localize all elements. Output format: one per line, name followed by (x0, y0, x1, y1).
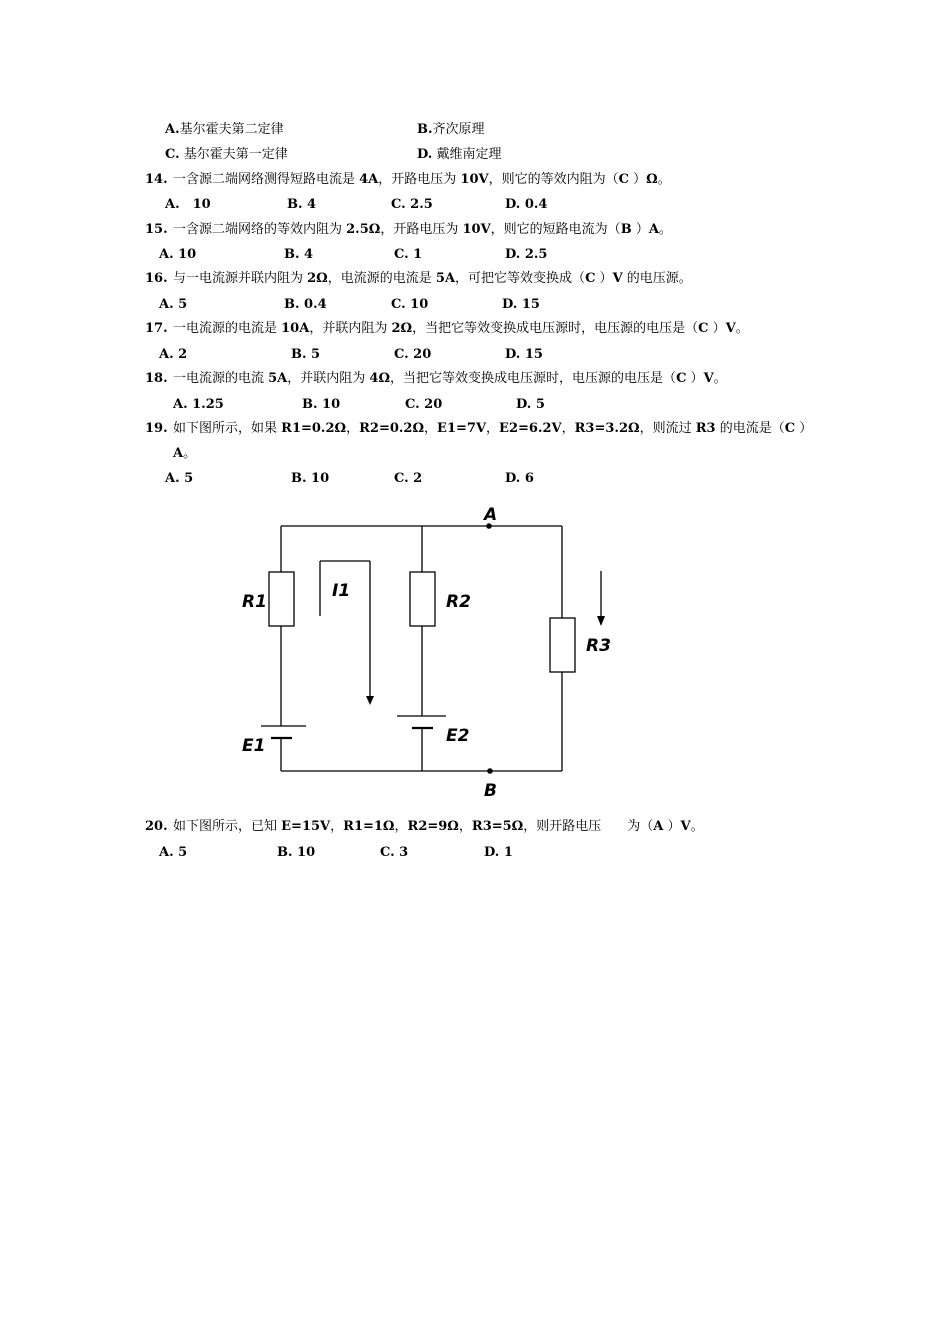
q16-option-b: B. 0.4 (284, 297, 327, 312)
label-r1: R1 (242, 592, 267, 612)
question-15-number: 15. (145, 222, 168, 237)
q18-option-c: C. 20 (405, 397, 443, 412)
question-19-text-cont: A。 (173, 446, 197, 461)
q20-option-b: B. 10 (277, 845, 316, 860)
circuit-diagram (230, 498, 630, 808)
question-20-number: 20. (145, 819, 168, 834)
q19-option-b: B. 10 (291, 471, 330, 486)
q18-option-d: D. 5 (516, 397, 545, 412)
question-17-number: 17. (145, 321, 168, 336)
q14-option-b: B. 4 (287, 197, 317, 212)
q18-option-a: A. 1.25 (173, 397, 224, 412)
option-b: B.齐次原理 (417, 122, 485, 137)
i1-arrow-head (366, 696, 374, 705)
q16-option-a: A. 5 (159, 297, 188, 312)
q19-option-d: D. 6 (505, 471, 534, 486)
label-a: A (484, 505, 498, 525)
q14-option-d: D. 0.4 (505, 197, 548, 212)
q19-option-c: C. 2 (394, 471, 423, 486)
question-17-text: 一电流源的电流是 10A，并联内阻为 2Ω，当把它等效变换成电压源时，电压源的电压是（C ）V。 (173, 321, 749, 336)
r3-arrow-head (597, 616, 605, 626)
q20-option-d: D. 1 (484, 845, 513, 860)
q20-option-a: A. 5 (159, 845, 188, 860)
q15-option-a: A. 10 (159, 247, 197, 262)
label-i1: I1 (332, 581, 351, 601)
question-20-text: 如下图所示，已知 E=15V，R1=1Ω，R2=9Ω，R3=5Ω，则开路电压 为（A ）V。 (173, 819, 704, 834)
question-15-text: 一含源二端网络的等效内阻为 2.5Ω，开路电压为 10V，则它的短路电流为（B ）A。 (173, 222, 672, 237)
resistor-r1 (269, 572, 294, 626)
q17-option-c: C. 20 (394, 347, 432, 362)
resistor-r2 (410, 572, 435, 626)
label-r2: R2 (446, 592, 471, 612)
question-18-text: 一电流源的电流 5A，并联内阻为 4Ω，当把它等效变换成电压源时，电压源的电压是（C ）V。 (173, 371, 727, 386)
option-c: C. 基尔霍夫第一定律 (165, 147, 288, 162)
question-19-number: 19. (145, 421, 168, 436)
q20-option-c: C. 3 (380, 845, 409, 860)
resistor-r3 (550, 618, 575, 672)
question-14-text: 一含源二端网络测得短路电流是 4A，开路电压为 10V，则它的等效内阻为（C ）Ω。 (173, 172, 671, 187)
label-e2: E2 (446, 726, 470, 746)
option-a: A.基尔霍夫第二定律 (165, 122, 284, 137)
q18-option-b: B. 10 (302, 397, 341, 412)
q16-option-d: D. 15 (502, 297, 540, 312)
q17-option-b: B. 5 (291, 347, 321, 362)
q17-option-a: A. 2 (159, 347, 188, 362)
question-14-number: 14. (145, 172, 168, 187)
question-18-number: 18. (145, 371, 168, 386)
q14-option-c: C. 2.5 (391, 197, 433, 212)
q15-option-d: D. 2.5 (505, 247, 548, 262)
node-b (487, 768, 493, 774)
question-19-text: 如下图所示，如果 R1=0.2Ω，R2=0.2Ω，E1=7V，E2=6.2V，R3=3.2Ω，则流过 R3 的电流是（C ） (173, 421, 813, 436)
q15-option-b: B. 4 (284, 247, 314, 262)
q16-option-c: C. 10 (391, 297, 429, 312)
option-d: D. 戴维南定理 (417, 147, 502, 162)
label-b: B (484, 781, 497, 801)
label-e1: E1 (242, 736, 266, 756)
q14-option-a: A. 10 (165, 197, 211, 212)
q15-option-c: C. 1 (394, 247, 423, 262)
question-16-number: 16. (145, 271, 168, 286)
q19-option-a: A. 5 (165, 471, 194, 486)
label-r3: R3 (586, 636, 611, 656)
question-16-text: 与一电流源并联内阻为 2Ω，电流源的电流是 5A，可把它等效变换成（C ）V 的电压源。 (173, 271, 692, 286)
q17-option-d: D. 15 (505, 347, 543, 362)
